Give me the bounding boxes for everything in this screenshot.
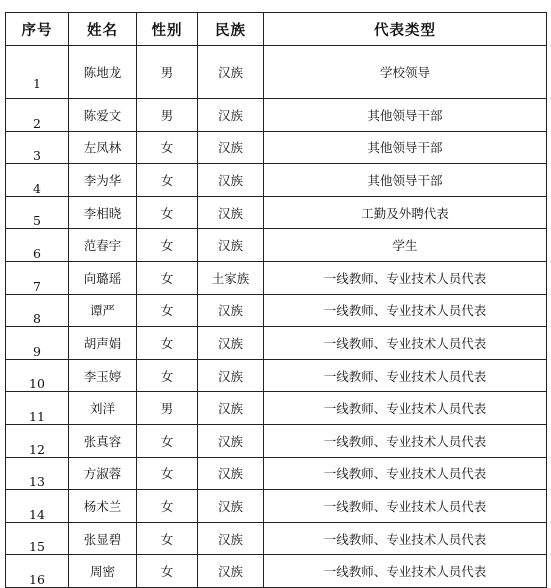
cell-ethnicity: 汉族	[198, 131, 264, 164]
cell-gender: 女	[137, 457, 198, 490]
cell-serial-number: 8	[6, 294, 69, 327]
cell-gender: 女	[137, 196, 198, 229]
cell-serial-number: 4	[6, 164, 69, 197]
cell-serial-number: 2	[6, 99, 69, 132]
table-row	[6, 522, 547, 555]
cell-ethnicity: 汉族	[198, 457, 264, 490]
table-row	[6, 327, 547, 360]
cell-ethnicity: 汉族	[198, 294, 264, 327]
cell-ethnicity: 汉族	[198, 424, 264, 457]
cell-representative-type: 一线教师、专业技术人员代表	[264, 327, 547, 360]
cell-name: 谭严	[69, 294, 137, 327]
table-row	[6, 555, 547, 588]
cell-representative-type: 一线教师、专业技术人员代表	[264, 522, 547, 555]
cell-name: 方淑蓉	[69, 457, 137, 490]
cell-representative-type: 一线教师、专业技术人员代表	[264, 261, 547, 294]
table-row	[6, 164, 547, 197]
cell-ethnicity: 汉族	[198, 522, 264, 555]
cell-name: 张显碧	[69, 522, 137, 555]
cell-name: 陈爱文	[69, 99, 137, 132]
cell-representative-type: 一线教师、专业技术人员代表	[264, 392, 547, 425]
cell-gender: 女	[137, 229, 198, 262]
cell-serial-number: 5	[6, 196, 69, 229]
cell-gender: 女	[137, 424, 198, 457]
cell-ethnicity: 汉族	[198, 164, 264, 197]
cell-gender: 女	[137, 490, 198, 523]
cell-ethnicity: 汉族	[198, 359, 264, 392]
cell-name: 向璐瑶	[69, 261, 137, 294]
cell-representative-type: 一线教师、专业技术人员代表	[264, 359, 547, 392]
cell-name: 张真容	[69, 424, 137, 457]
cell-serial-number: 6	[6, 229, 69, 262]
table-body	[6, 46, 547, 588]
cell-gender: 女	[137, 359, 198, 392]
cell-ethnicity: 汉族	[198, 555, 264, 588]
table-row	[6, 261, 547, 294]
table-row	[6, 392, 547, 425]
cell-name: 胡声娟	[69, 327, 137, 360]
cell-name: 李相晓	[69, 196, 137, 229]
header-serial-number: 序号	[6, 13, 69, 46]
cell-ethnicity: 汉族	[198, 327, 264, 360]
cell-representative-type: 一线教师、专业技术人员代表	[264, 555, 547, 588]
cell-representative-type: 一线教师、专业技术人员代表	[264, 457, 547, 490]
table-row	[6, 457, 547, 490]
cell-ethnicity: 汉族	[198, 229, 264, 262]
cell-gender: 女	[137, 164, 198, 197]
cell-name: 杨术兰	[69, 490, 137, 523]
cell-serial-number: 1	[6, 46, 69, 99]
cell-name: 陈地龙	[69, 46, 137, 99]
cell-name: 左凤林	[69, 131, 137, 164]
table-row	[6, 196, 547, 229]
cell-representative-type: 一线教师、专业技术人员代表	[264, 294, 547, 327]
cell-ethnicity: 汉族	[198, 46, 264, 99]
cell-gender: 女	[137, 327, 198, 360]
table-row	[6, 359, 547, 392]
table-row	[6, 424, 547, 457]
cell-ethnicity: 汉族	[198, 99, 264, 132]
table-row	[6, 99, 547, 132]
table-row	[6, 229, 547, 262]
cell-ethnicity: 土家族	[198, 261, 264, 294]
table-row	[6, 490, 547, 523]
cell-serial-number: 16	[6, 555, 69, 588]
cell-representative-type: 学生	[264, 229, 547, 262]
table-row	[6, 131, 547, 164]
cell-serial-number: 12	[6, 424, 69, 457]
cell-serial-number: 7	[6, 261, 69, 294]
cell-gender: 女	[137, 261, 198, 294]
representatives-table	[5, 12, 547, 588]
cell-gender: 男	[137, 46, 198, 99]
cell-gender: 男	[137, 392, 198, 425]
cell-gender: 女	[137, 131, 198, 164]
cell-serial-number: 3	[6, 131, 69, 164]
cell-ethnicity: 汉族	[198, 196, 264, 229]
cell-serial-number: 11	[6, 392, 69, 425]
cell-representative-type: 一线教师、专业技术人员代表	[264, 490, 547, 523]
cell-gender: 女	[137, 555, 198, 588]
table-row	[6, 46, 547, 99]
header-gender: 性别	[137, 13, 198, 46]
cell-gender: 男	[137, 99, 198, 132]
cell-representative-type: 学校领导	[264, 46, 547, 99]
cell-representative-type: 工勤及外聘代表	[264, 196, 547, 229]
cell-name: 范春宇	[69, 229, 137, 262]
cell-serial-number: 9	[6, 327, 69, 360]
cell-representative-type: 其他领导干部	[264, 164, 547, 197]
table-header-row	[6, 13, 547, 46]
header-ethnicity: 民族	[198, 13, 264, 46]
cell-serial-number: 10	[6, 359, 69, 392]
table-row	[6, 294, 547, 327]
cell-representative-type: 其他领导干部	[264, 131, 547, 164]
cell-ethnicity: 汉族	[198, 392, 264, 425]
cell-serial-number: 15	[6, 522, 69, 555]
header-name: 姓名	[69, 13, 137, 46]
cell-name: 周密	[69, 555, 137, 588]
cell-name: 刘洋	[69, 392, 137, 425]
cell-representative-type: 一线教师、专业技术人员代表	[264, 424, 547, 457]
cell-ethnicity: 汉族	[198, 490, 264, 523]
cell-serial-number: 14	[6, 490, 69, 523]
cell-gender: 女	[137, 522, 198, 555]
cell-name: 李玉婷	[69, 359, 137, 392]
cell-name: 李为华	[69, 164, 137, 197]
cell-serial-number: 13	[6, 457, 69, 490]
cell-representative-type: 其他领导干部	[264, 99, 547, 132]
header-representative-type: 代表类型	[264, 13, 547, 46]
cell-gender: 女	[137, 294, 198, 327]
